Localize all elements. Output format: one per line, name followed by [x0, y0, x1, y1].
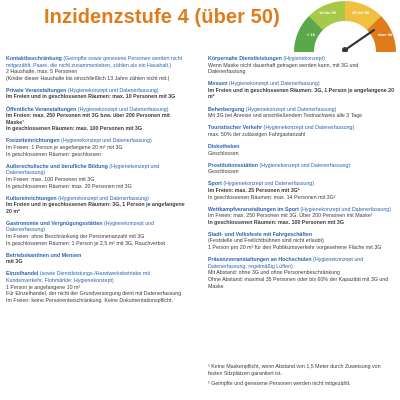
- section-heading: [208, 181, 396, 188]
- section-heading: [208, 232, 396, 239]
- section-entry: [208, 125, 396, 138]
- section-line: Im Freien: max. 250 Personen mit 3G. Über 200 Personen mit Maske¹: [208, 213, 373, 220]
- section-note: (Hygienekonzept und Datenerfassung): [262, 125, 355, 132]
- section-heading: [208, 163, 396, 170]
- section-line: Geschlossen: [208, 169, 239, 176]
- right-column: [208, 56, 396, 296]
- section-line: Im Freien: 1 Person je angefangene 20 m² mit 3G: [6, 145, 123, 152]
- section-note: (Hygienekonzept und Datenerfassung, regelmäßig Lüften): [208, 257, 364, 270]
- section-line: Im Freien: max. 25 Personen mit 3G²: [208, 187, 300, 194]
- section-title: Messen: [208, 81, 228, 88]
- section-title: Gastronomie und Vergnügungsstätten: [6, 220, 103, 227]
- section-title: Prostitutionsstätten: [208, 162, 259, 169]
- section-line: Im Freien und in geschlossenen Räumen: 3G, 1 Person je angefangene 20 m²: [208, 87, 395, 101]
- section-entry: [6, 107, 188, 133]
- section-note: (Hygienekonzept und Datenerfassung): [227, 81, 320, 88]
- gauge-label-1: < 10: [307, 32, 315, 37]
- section-line: Mit Abstand: ohne 3G und ohne Personenbeschränkung: [208, 270, 340, 277]
- section-title: Präsenzveranstaltungen an Hochschulen: [208, 257, 312, 264]
- section-title: Touristischer Verkehr: [208, 125, 263, 132]
- section-title: Freizeiteinrichtungen: [6, 138, 60, 145]
- section-line: Wenn Maske nicht dauerhaft getragen werden kann, mit 3G und Datenerfassung: [208, 62, 359, 76]
- section-entry: [6, 271, 188, 304]
- section-line: Im Freien: max. 100 Personen mit 3G: [6, 176, 95, 183]
- page-title: Inzidenzstufe 4 (über 50): [44, 6, 280, 28]
- section-title: Betriebskantinen und Mensen: [6, 252, 82, 259]
- section-title: Stadt- und Volksfeste mit Fahrgeschäften: [208, 231, 313, 238]
- section-line: Im Freien: keine Personenbeschränkung. Keine Dokumentationspflicht.: [6, 297, 173, 304]
- section-line: mit 3G: [6, 259, 23, 266]
- section-note: (sowie Dienstleistungs-/Handwerksbetriebe mit Kundenverkehr, Flohmärkte: Hygienekonzept): [6, 271, 150, 285]
- section-title: Sport: [208, 181, 222, 188]
- section-heading: [6, 221, 188, 234]
- section-entry: [208, 81, 396, 101]
- section-entry: [208, 257, 396, 290]
- section-note: (Hygienekonzept und Datenerfassung): [258, 162, 351, 169]
- section-title: Kultureinrichtungen: [6, 195, 57, 202]
- section-line: Mit 3G bei Anreise und anschließendem Testnachweis alle 3 Tage: [208, 113, 363, 120]
- section-line: Im Freien: max. 250 Personen mit 3G bzw. über 200 Personen mit Maske¹: [6, 113, 170, 126]
- gauge-label-4: über 50: [378, 32, 393, 37]
- section-heading: [6, 107, 188, 114]
- section-entry: [6, 88, 188, 101]
- section-line: Im Freien: ohne Beschränkung der Personenanzahl mit 3G: [6, 234, 145, 241]
- section-note: (Hygienekonzept und Datenerfassung): [6, 220, 155, 234]
- section-heading: [6, 271, 188, 284]
- section-entry: [6, 221, 188, 247]
- section-line: Ohne Abstand: maximal 35 Personen oder bis 60% der Kapazität mit 3G und Maske: [208, 276, 389, 290]
- section-line: (Feststelle und Freilichtbühnen sind nicht erlaubt): [208, 238, 324, 245]
- section-heading: [208, 144, 396, 151]
- section-heading: [6, 138, 188, 145]
- section-note: (Geimpfte sowie genesene Personen werden nicht mitgezählt. Paare, die nicht zusammenleben, zählen als ein Haushalt.): [6, 56, 183, 69]
- section-note: (Hygienekonzept und Datenerfassung): [221, 181, 315, 188]
- section-line: Im Freien und in geschlossenen Räumen: 3G, 1 Person je angefangene 20 m²: [6, 202, 185, 215]
- section-line: (Kinder dieser Haushalte bis einschließlich 13 Jahre zählen nicht mit.): [6, 75, 170, 82]
- section-note: (Hygienekonzept): [281, 56, 325, 62]
- section-heading: [6, 196, 188, 203]
- section-line: In geschlossenen Räumen: max. 100 Personen mit 3G: [208, 219, 345, 226]
- section-entry: [208, 56, 396, 76]
- gauge-label-3: 35 bis 50: [352, 10, 369, 15]
- section-entry: [6, 253, 188, 266]
- section-heading: [208, 56, 396, 63]
- section-entry: [6, 56, 188, 82]
- section-title: Beherbergung: [208, 106, 245, 113]
- section-title: Kontaktbeschränkung: [6, 56, 62, 62]
- section-line: 1 Person pro 20 m² für den Publikumsverkehr vorgesehene Fläche mit 3G: [208, 245, 382, 252]
- section-heading: [208, 107, 396, 114]
- section-note: (Hygienekonzept und Datenerfassung): [76, 106, 169, 113]
- section-line: In geschlossenen Räumen: max. 20 Personen mit 3G: [6, 183, 132, 190]
- section-line: 1 Person je angefangene 10 m²: [6, 284, 81, 291]
- section-heading: [6, 56, 188, 69]
- section-title: Außerschulische und berufliche Bildung: [6, 163, 108, 170]
- section-title: Private Veranstaltungen: [6, 87, 67, 94]
- section-title: Wettkampfveranstaltungen im Sport: [208, 206, 299, 213]
- section-line: In geschlossenen Räumen: max. 14 Personen mit 3G²: [208, 194, 336, 201]
- section-title: Körpernahe Dienstleistungen: [208, 56, 282, 62]
- section-entry: [208, 144, 396, 157]
- section-note: (Hygienekonzept und Datenerfassung): [59, 138, 152, 145]
- section-entry: [6, 196, 188, 216]
- section-line: In geschlossenen Räumen: 1 Person je 2,5 m² mit 3G, Rauchverbot: [6, 240, 165, 247]
- section-line: Geschlossen: [208, 150, 239, 157]
- section-note: (Hygienekonzept und Datenerfassung): [66, 87, 159, 94]
- footnotes: [208, 364, 396, 388]
- section-line: Im Freien und in geschlossenen Räumen: max. 10 Personen mit 3G: [6, 94, 176, 101]
- section-entry: [6, 138, 188, 158]
- section-note: (Hygienekonzept und Datenerfassung): [6, 163, 160, 177]
- footnote-1: ¹ Keine Maskenpflicht, wenn Abstand von 1,5 Meter durch Zuweisung von festen Sitzplätzen garantiert ist.: [208, 364, 381, 377]
- section-heading: [208, 257, 396, 270]
- section-title: Diskotheken: [208, 143, 240, 150]
- section-note: (Hygienekonzept und Datenerfassung): [244, 106, 337, 113]
- section-entry: [208, 181, 396, 201]
- section-entry: [208, 107, 396, 120]
- section-note: (Hygienekonzept und Datenerfassung): [56, 195, 149, 202]
- section-entry: [208, 207, 396, 227]
- section-heading: [208, 125, 396, 132]
- left-column: [6, 56, 188, 310]
- incidence-gauge-icon: [290, 0, 400, 52]
- gauge-needle: [345, 30, 374, 50]
- section-line: In geschlossenen Räumen: max. 100 Personen mit 3G: [6, 126, 143, 133]
- section-line: 2 Haushalte, max. 5 Personen: [6, 69, 78, 76]
- section-title: Öffentliche Veranstaltungen: [6, 106, 77, 113]
- section-line: In geschlossenen Räumen: geschlossen: [6, 151, 102, 158]
- footnote-2: ² Geimpfte und genesene Personen werden nicht mitgezählt.: [208, 381, 351, 388]
- section-line: Für Einzelhandel, der nicht der Grundversorgung dient mit Datenerfassung: [6, 291, 182, 298]
- section-heading: [6, 88, 188, 95]
- section-line: max. 50% der zulässigen Fahrgastanzahl: [208, 131, 306, 138]
- section-heading: [6, 164, 188, 177]
- section-note: (Hygienekonzept und Datenerfassung): [298, 206, 392, 213]
- section-entry: [208, 232, 396, 252]
- gauge-label-2: 10 bis 35: [319, 10, 336, 15]
- section-entry: [6, 164, 188, 190]
- section-title: Einzelhandel: [6, 271, 39, 278]
- section-heading: [6, 253, 188, 260]
- section-entry: [208, 163, 396, 176]
- section-heading: [208, 81, 396, 88]
